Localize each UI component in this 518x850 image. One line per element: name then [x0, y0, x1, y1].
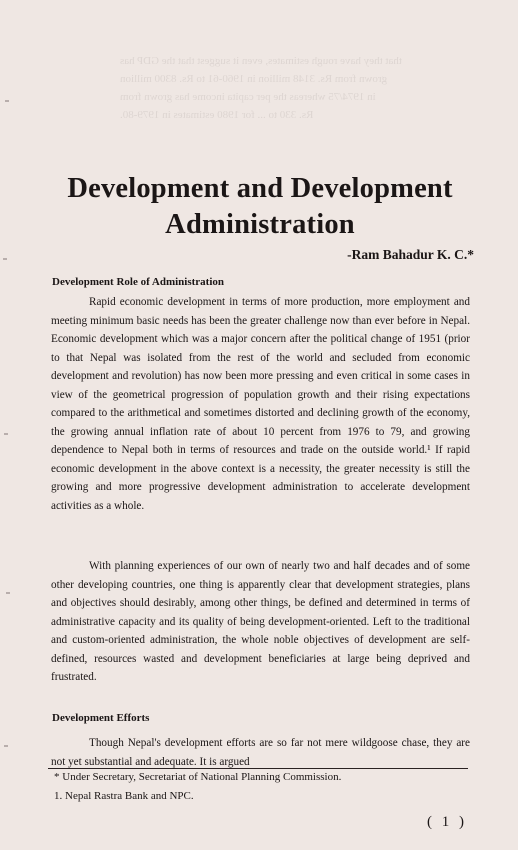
- footnote-divider: [48, 768, 468, 769]
- section-heading-role: Development Role of Administration: [52, 276, 225, 288]
- title-line-2: Administration: [165, 209, 355, 240]
- paragraph-1: Rapid economic development in terms of more production, more employment and meeting minimum basic needs has been the greater challenge now than ever before in Nepal. Economic development which was a major concern after the political change of 1951 (prior to that Nepal was isolated from the rest of the world and secluded from economic development and revolution) has now been more pressing and even critical in some cases in view of the geometrical progression of population growth and their rising expectations compared to the arithmetical and sometimes distorted and declining growth of the economy, the growing annual inflation rate of about 10 percent from 1976 to 79, and growing dependence to Nepal both in terms of resources and trade on the outside world.¹ If rapid economic development in the above context is a necessity, the greater necessity is still the growing and more progressive development administration to accelerate development activities as a whole.: [51, 296, 470, 512]
- margin-speck: [4, 433, 8, 435]
- author-byline: -Ram Bahadur K. C.*: [347, 247, 474, 262]
- footnote-1: 1. Nepal Rastra Bank and NPC.: [54, 790, 194, 802]
- margin-speck: [6, 592, 10, 594]
- footnote-author: * Under Secretary, Secretariat of National Planning Commission.: [54, 771, 342, 783]
- show-through-text: that they have rough estimates, even it suggest that the GDP has grown from Rs. 3148 million in 1960-61 to Rs. 8300 million in 1974/75 whereas the per capita income has grown from Rs. 330 to ... for 1980 estimates in 1979-80.: [120, 55, 402, 121]
- paragraph-3: Though Nepal's development efforts are so far not mere wildgoose chase, they are not yet substantial and adequate. It is argued: [51, 737, 470, 768]
- section-heading-efforts: Development Efforts: [52, 712, 150, 724]
- paragraph-2: With planning experiences of our own of nearly two and half decades and of some other developing countries, one thing is apparently clear that development strategies, plans and objectives should desirably, among other things, be defined and determined in terms of administrative capacity and its quality of being development-oriented. Left to the traditional and custom-oriented administration, the whole noble objectives of development are self-defined, resources wasted and development beneficiaries at large being deprived and frustrated.: [51, 560, 470, 683]
- page-number: ( 1 ): [427, 814, 467, 830]
- title-line-1: Development and Development: [67, 173, 453, 204]
- margin-speck: [5, 100, 9, 102]
- margin-speck: [3, 258, 7, 260]
- article-title: [30, 171, 490, 243]
- margin-speck: [4, 745, 8, 747]
